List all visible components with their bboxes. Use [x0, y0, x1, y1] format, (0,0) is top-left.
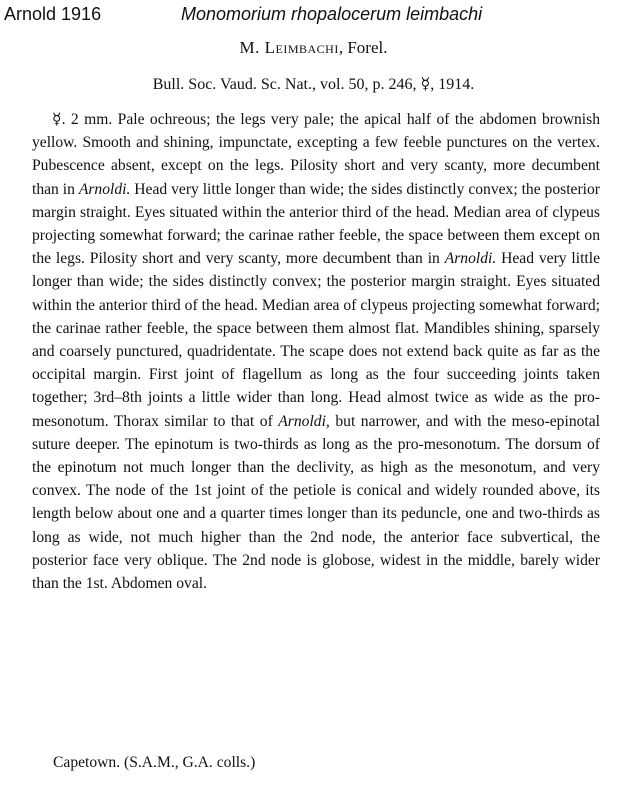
description-paragraph [32, 108, 600, 595]
description-italic-2: Arnoldi. [444, 250, 497, 268]
taxon-name-line [0, 38, 627, 58]
description-italic-3: Arnoldi, [278, 412, 330, 430]
description-text-4: but narrower, and with the meso-epinotal suture deeper. The epinotum is two-thirds as long as the pro-mesonotum. The dorsum of the epinotum not much longer than the declivity, as high as the mesonotum, and very convex. The node of the 1st joint of the petiole is conical and widely rounded above, its length below about one and a quarter times longer than its peduncle, one and two-thirds as long as wide, not much higher than the 2nd node, the anterior face subvertical, the posterior face very oblique. The 2nd node is globose, widest in the middle, barely wider than the 1st. Abdomen oval. [32, 412, 600, 593]
description-italic-1: Arnoldi. [78, 180, 131, 198]
description-text-3: Head very little longer than wide; the sides distinctly convex; the posterior margin straight. Eyes situated within the anterior third of the head. Median area of clypeus projecting somewhat forward; the carinae rather feeble, the space between them almost flat. Mandibles shining, sparsely and coarsely punctured, quadridentate. The scape does not extend back quite as far as the occipital margin. First joint of flagellum as long as the four succeeding joints taken together; 3rd–8th joints a little wider than long. Head almost twice as wide as the pro-mesonotum. Thorax similar to that of [32, 250, 601, 430]
locality-line: Capetown. (S.A.M., G.A. colls.) [53, 754, 256, 771]
header-species-name: Monomorium rhopalocerum leimbachi [181, 4, 483, 24]
header-author-year: Arnold 1916 [4, 4, 102, 24]
citation: Bull. Soc. Vaud. Sc. Nat., vol. 50, p. 246, ☿, 1914. [152, 76, 475, 93]
taxon-name: M. Leimbachi [239, 38, 339, 57]
description-text-1: ☿. 2 mm. Pale ochreous; the legs very pale; the apical half of the abdomen brownish yellow. Smooth and shining, impunctate, excepting a few feeble punctures on the vertex. Pubescence absent, except on the legs. Pilosity short and very scanty, more decumbent than in [32, 111, 600, 198]
taxon-authority: , Forel. [338, 38, 388, 57]
description-text-2: Head very little longer than wide; the sides distinctly convex; the posterior margin straight. Eyes situated within the anterior third of the head. Median area of clypeus projecting somewhat forward; the carinae rather feeble, the space between them except on the legs. Pilosity short and very scanty, more decumbent than in [32, 180, 600, 268]
